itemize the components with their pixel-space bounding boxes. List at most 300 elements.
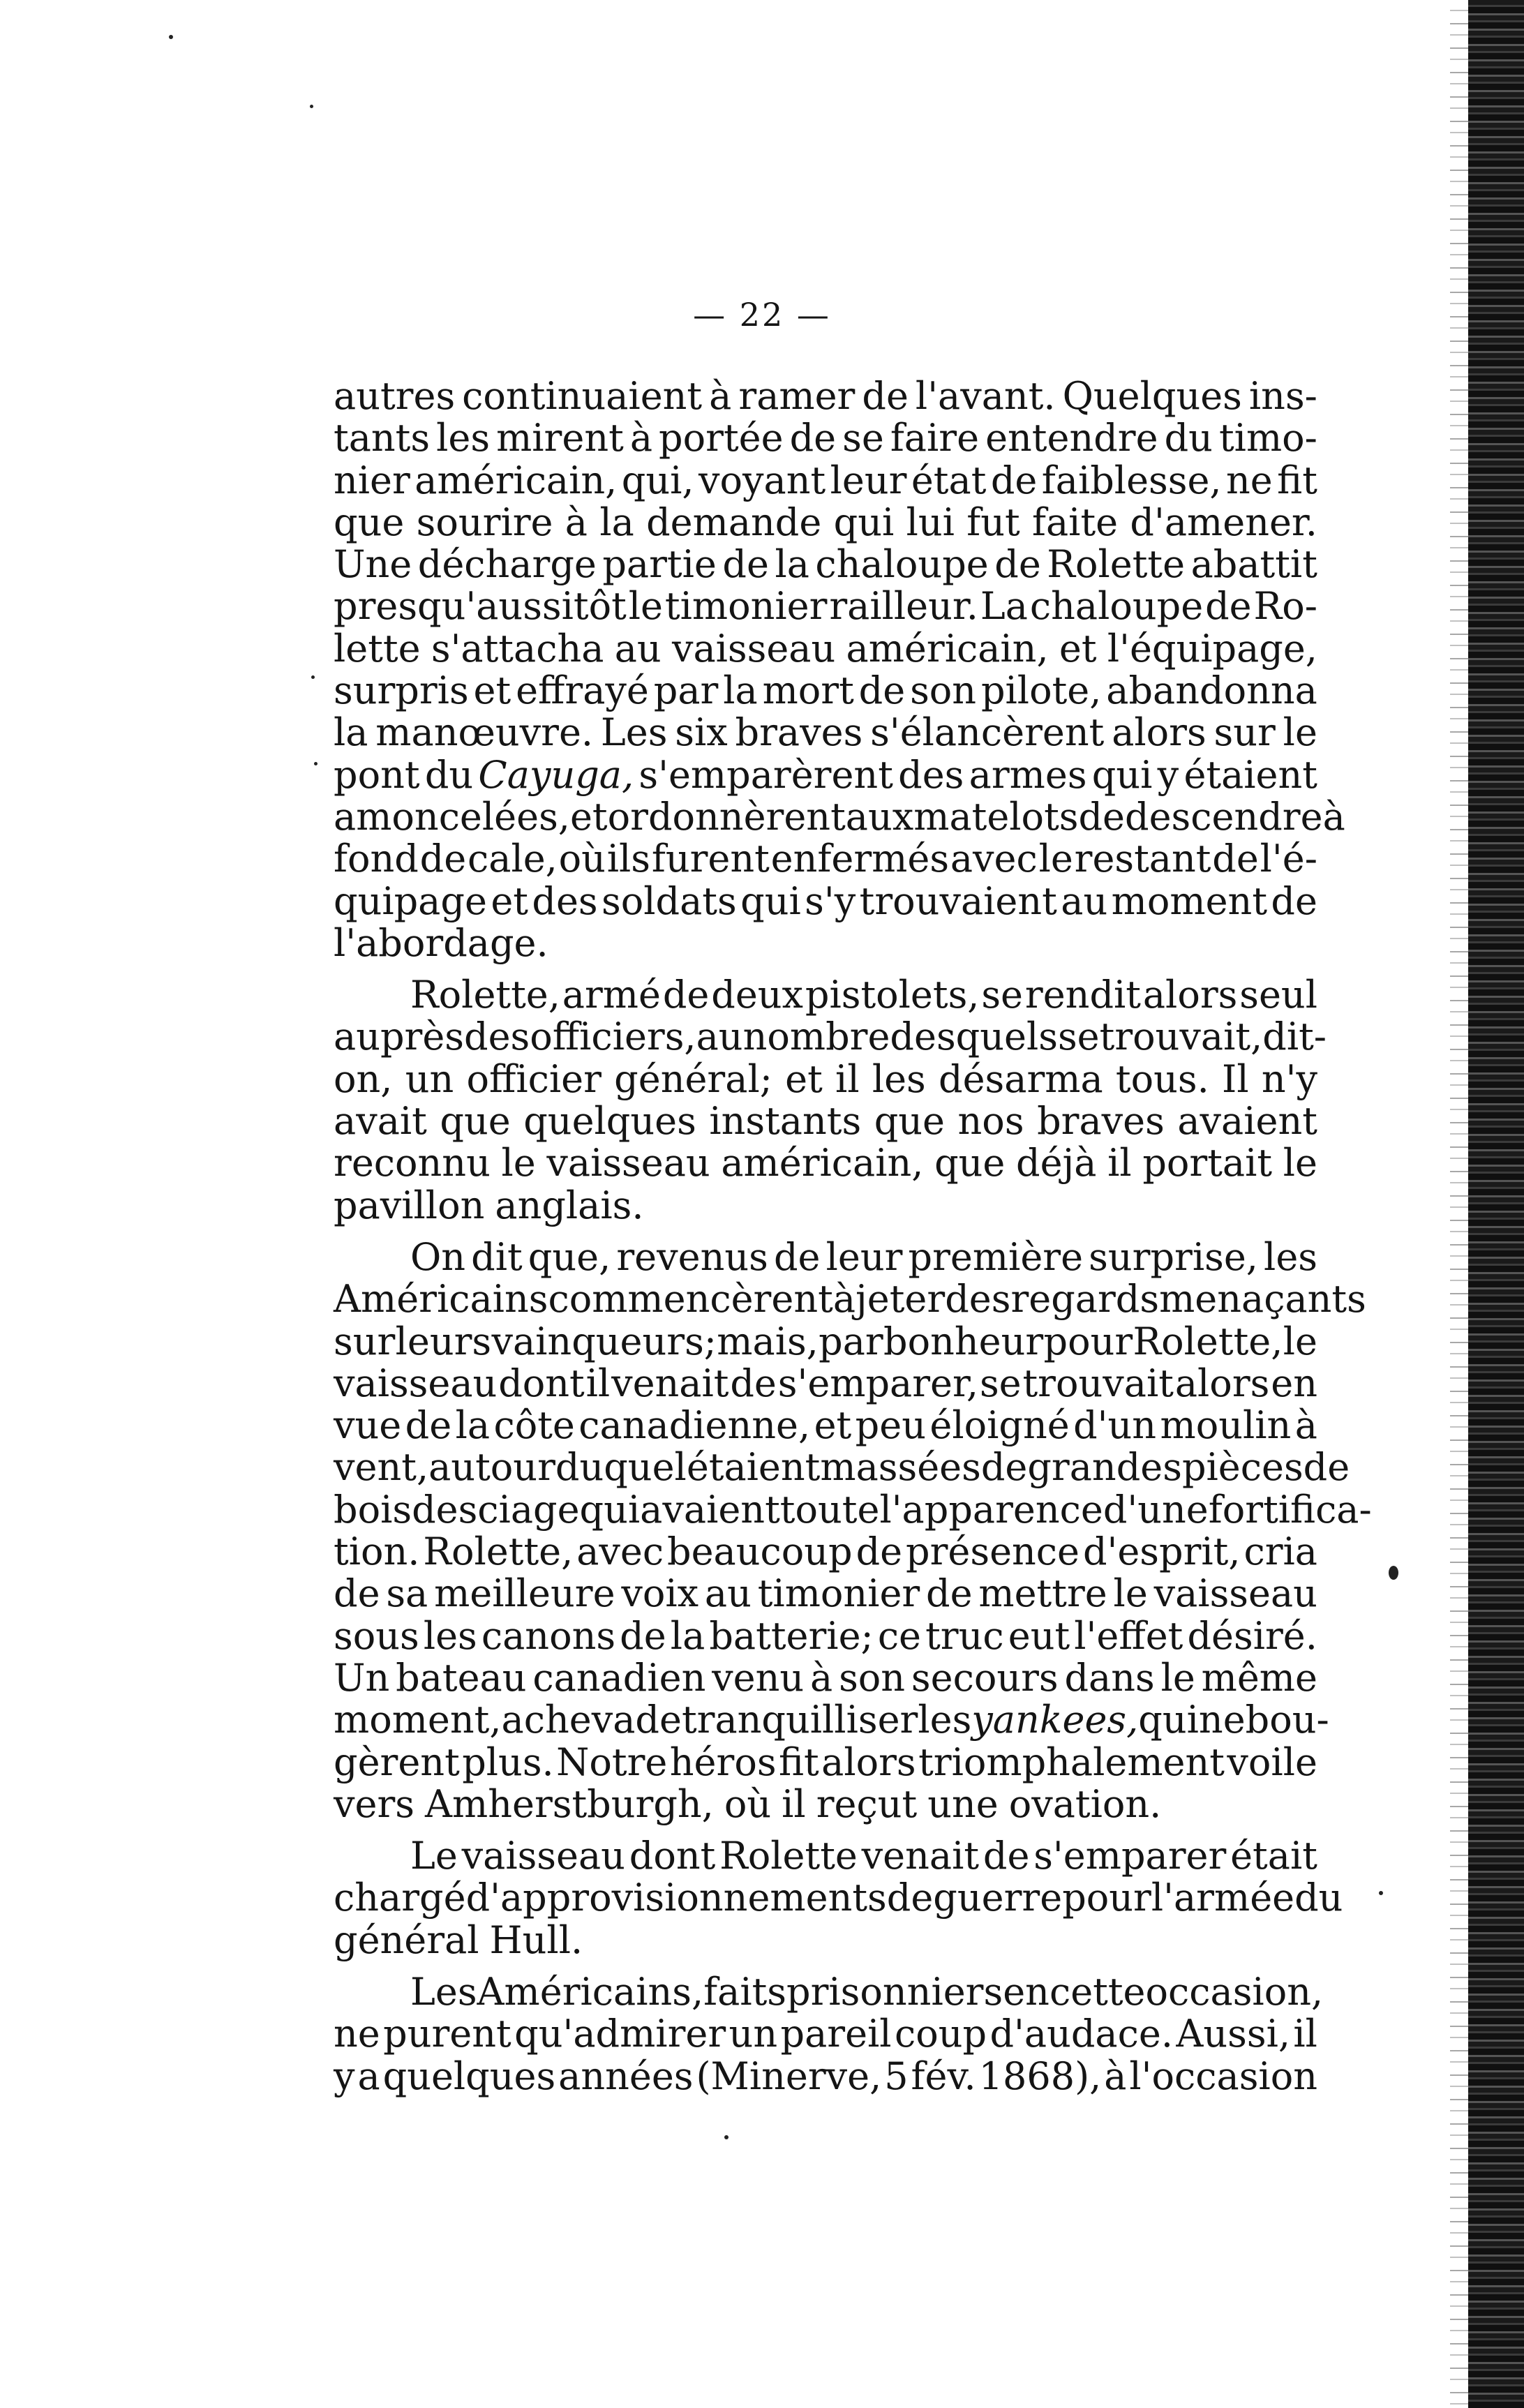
- word: qui: [833, 500, 895, 544]
- word: Hull.: [489, 1917, 583, 1962]
- word: de: [862, 374, 909, 418]
- word: Rolette,: [423, 1530, 574, 1574]
- word: à: [1322, 794, 1345, 839]
- paper-speck: [724, 2135, 729, 2139]
- word: purent: [383, 2012, 511, 2056]
- word: années: [558, 2054, 694, 2098]
- word: sa: [386, 1571, 428, 1616]
- word: continuaient: [462, 374, 703, 418]
- word: beaucoup: [667, 1530, 853, 1574]
- word: bateau: [396, 1655, 527, 1700]
- word: trouvait: [1022, 1361, 1174, 1405]
- word: en: [1003, 1969, 1049, 2014]
- word: et: [1059, 626, 1097, 671]
- word: cria: [1243, 1530, 1317, 1574]
- text-line: [334, 922, 1317, 964]
- word: dans: [1064, 1655, 1155, 1700]
- word: se: [981, 973, 1024, 1017]
- word: de: [990, 458, 1038, 502]
- word: au: [1061, 878, 1108, 923]
- paragraph: [334, 374, 1345, 965]
- word: moulin: [1160, 1403, 1292, 1448]
- word: 1868),: [978, 2054, 1102, 2098]
- paper-speck: [311, 675, 315, 679]
- word: nos: [957, 1099, 1024, 1144]
- word: fond: [334, 837, 419, 881]
- word: le: [628, 584, 663, 629]
- word: et: [491, 878, 528, 923]
- word: cette: [1049, 1969, 1146, 2014]
- word: fut: [966, 500, 1020, 544]
- word: faire: [890, 416, 980, 461]
- text-line: [334, 1321, 1317, 1363]
- word: ne: [1226, 458, 1273, 502]
- word: en: [1271, 1361, 1317, 1405]
- word: de: [334, 1571, 380, 1616]
- word: par: [819, 1319, 883, 1363]
- word: l'occasion: [1129, 2054, 1317, 2098]
- word: où: [724, 1781, 772, 1826]
- word: de: [789, 416, 837, 461]
- word: ovation.: [1008, 1781, 1162, 1826]
- word: avaient: [640, 1487, 780, 1532]
- word: l'avant.: [915, 374, 1056, 418]
- word: alors: [821, 1740, 916, 1784]
- word: à: [832, 1277, 856, 1322]
- word: d'une: [1103, 1487, 1209, 1532]
- word: avaient: [1177, 1099, 1317, 1144]
- word: faits: [703, 1969, 787, 2014]
- word: vaisseau: [334, 1361, 498, 1405]
- word: ins-: [1248, 374, 1317, 418]
- word: guerre: [933, 1876, 1063, 1920]
- word: le: [1038, 837, 1073, 881]
- word: au: [614, 626, 662, 671]
- word: qui: [579, 1487, 641, 1532]
- word: son: [839, 1655, 906, 1700]
- word: de: [1078, 794, 1126, 839]
- word: abattit: [1190, 542, 1317, 587]
- word: triomphalement: [918, 1740, 1225, 1784]
- word: moment: [1111, 878, 1268, 923]
- word: de: [412, 1487, 458, 1532]
- word: desquels: [890, 1015, 1058, 1059]
- word: il: [1293, 2012, 1317, 2056]
- word: effrayé: [516, 668, 649, 713]
- word: manœuvre.: [375, 710, 594, 755]
- word: américain,: [846, 626, 1049, 671]
- word: Rolette: [719, 1834, 858, 1878]
- word: autour: [428, 1445, 555, 1490]
- word: du: [1164, 416, 1213, 461]
- word: reconnu: [334, 1141, 491, 1186]
- word: des: [945, 1277, 1011, 1322]
- page-binding-edge: [1468, 0, 1524, 2408]
- word: et: [569, 794, 608, 839]
- text-line: [334, 628, 1317, 670]
- word: plus.: [462, 1740, 554, 1784]
- word: fit: [778, 1740, 819, 1784]
- word: auprès: [334, 1015, 465, 1059]
- word: il: [585, 1361, 611, 1405]
- word: de: [1303, 1445, 1350, 1490]
- text-line: [334, 1835, 1317, 1877]
- text-line: [334, 1783, 1317, 1825]
- word: et: [785, 1056, 823, 1101]
- word: s'emparer: [1033, 1834, 1227, 1878]
- word: timonier: [664, 584, 828, 629]
- word: quelques: [523, 1099, 696, 1144]
- word: à: [1104, 2054, 1127, 2098]
- word: mais,: [717, 1319, 819, 1363]
- word: sur: [1213, 710, 1276, 755]
- word: la: [599, 500, 634, 544]
- word: que,: [528, 1234, 611, 1279]
- word: vent,: [334, 1445, 429, 1490]
- word: le: [1160, 1655, 1195, 1700]
- paragraph: [334, 973, 1327, 1227]
- word: désiré.: [1187, 1613, 1317, 1658]
- word: ne: [1198, 1698, 1246, 1742]
- word: chaloupe: [1029, 584, 1204, 629]
- word: pavillon: [334, 1183, 485, 1227]
- word: à: [709, 374, 732, 418]
- word: l'équipage,: [1107, 626, 1317, 671]
- word: il: [1107, 1141, 1132, 1186]
- word: avec: [950, 837, 1038, 881]
- word: faiblesse,: [1041, 458, 1222, 502]
- word: ils: [606, 837, 651, 881]
- word: Les: [410, 1969, 477, 2014]
- word: la: [334, 710, 368, 755]
- text-line: [334, 1657, 1317, 1699]
- word: un: [405, 1056, 454, 1101]
- word: officier: [466, 1056, 602, 1101]
- word: voyant: [698, 458, 826, 502]
- word: mettre: [978, 1571, 1107, 1616]
- word: de: [1271, 878, 1317, 923]
- word: faite: [1032, 500, 1119, 544]
- word: les: [872, 1056, 926, 1101]
- word: surpris: [334, 668, 469, 713]
- word: les: [1264, 1234, 1317, 1279]
- word: secours: [911, 1655, 1059, 1700]
- word: canadien: [532, 1655, 706, 1700]
- word: pour: [1043, 1319, 1133, 1363]
- text-line: [334, 1185, 1317, 1227]
- word: La: [980, 584, 1028, 629]
- paragraph: [334, 1969, 1324, 2098]
- word: anglais.: [495, 1183, 644, 1227]
- word: état: [911, 458, 987, 502]
- word: entendre: [985, 416, 1158, 461]
- word: Cayuga,: [478, 752, 634, 797]
- word: abandonna: [1106, 668, 1317, 713]
- text-line: [334, 838, 1317, 880]
- word: alors: [1112, 710, 1206, 755]
- word: Américains,: [477, 1969, 704, 2014]
- word: pièces: [1181, 1445, 1303, 1490]
- word: timo-: [1218, 416, 1317, 461]
- text-line: [334, 1015, 1327, 1059]
- word: et: [814, 1403, 852, 1448]
- word: sur: [334, 1319, 396, 1363]
- word: ramer: [738, 374, 856, 418]
- page-number: — 22 —: [693, 296, 831, 334]
- word: qui,: [621, 458, 694, 502]
- text-line: [334, 417, 1317, 459]
- word: armes: [969, 752, 1087, 797]
- word: batterie;: [709, 1613, 874, 1658]
- word: qui: [1091, 752, 1153, 797]
- word: yankees,: [971, 1698, 1139, 1742]
- text-line: [334, 878, 1317, 923]
- word: étaient: [686, 1445, 821, 1490]
- word: duquel: [555, 1445, 687, 1490]
- text-line: [334, 375, 1317, 417]
- word: trouvaient: [859, 878, 1057, 923]
- paper-speck: [1389, 1566, 1398, 1580]
- word: (Minerve,: [696, 2054, 882, 2098]
- word: alors: [1142, 973, 1238, 1017]
- word: de: [980, 1445, 1028, 1490]
- word: chargé: [334, 1876, 466, 1920]
- word: avait: [334, 1099, 427, 1144]
- word: du: [424, 752, 474, 797]
- word: on,: [334, 1056, 393, 1101]
- text-line: [334, 1277, 1366, 1322]
- word: moment,: [334, 1698, 502, 1742]
- word: s'y: [805, 878, 856, 923]
- word: ordonnèrent: [607, 794, 846, 839]
- word: enfermés: [770, 837, 950, 881]
- word: décharge: [417, 542, 597, 587]
- word: dit-: [1262, 1015, 1327, 1059]
- word: par: [653, 668, 719, 713]
- word: mort: [762, 668, 854, 713]
- word: dont: [629, 1834, 716, 1878]
- word: s'emparèrent: [638, 752, 893, 797]
- word: gèrent: [334, 1740, 460, 1784]
- word: il: [782, 1781, 806, 1826]
- word: rendit: [1024, 973, 1141, 1017]
- word: au: [704, 1571, 752, 1616]
- word: à: [810, 1655, 833, 1700]
- word: de: [1205, 584, 1252, 629]
- word: la: [455, 1403, 491, 1448]
- text-line: [334, 1969, 1324, 2014]
- text-line: [334, 502, 1317, 544]
- word: leurs: [395, 1319, 492, 1363]
- text-line: [334, 1056, 1317, 1101]
- word: vers: [334, 1781, 414, 1826]
- word: américain,: [721, 1141, 924, 1186]
- word: officiers,: [530, 1015, 696, 1059]
- word: armé: [562, 973, 661, 1017]
- word: déjà: [1016, 1141, 1097, 1186]
- word: seul: [1239, 973, 1317, 1017]
- word: d'amener.: [1130, 500, 1317, 544]
- word: massées: [820, 1445, 981, 1490]
- word: à: [565, 500, 588, 544]
- word: surprise,: [1089, 1234, 1258, 1279]
- word: fortifica-: [1208, 1487, 1372, 1532]
- word: de: [722, 542, 769, 587]
- word: les: [918, 1698, 972, 1742]
- word: canadienne,: [578, 1403, 811, 1448]
- word: revenus: [616, 1234, 768, 1279]
- word: braves: [1037, 1099, 1165, 1144]
- paragraph: [334, 1834, 1343, 1962]
- word: Amherstburgh,: [425, 1781, 714, 1826]
- word: vue: [334, 1403, 402, 1448]
- paper-speck: [169, 35, 173, 39]
- word: soldats: [602, 878, 737, 923]
- word: canons: [481, 1613, 616, 1658]
- word: ne: [334, 2012, 380, 2056]
- word: fit: [1277, 458, 1317, 502]
- word: voix: [621, 1571, 699, 1616]
- word: vaisseau: [671, 626, 836, 671]
- word: les: [423, 1613, 477, 1658]
- word: de: [994, 542, 1041, 587]
- word: venait: [861, 1834, 980, 1878]
- word: la: [775, 542, 809, 587]
- word: sourire: [416, 500, 553, 544]
- word: nombre: [742, 1015, 890, 1059]
- word: des: [898, 752, 964, 797]
- word: meilleure: [434, 1571, 615, 1616]
- text-line: [334, 794, 1345, 839]
- text-line: [334, 712, 1317, 754]
- word: s'emparer,: [777, 1361, 979, 1405]
- word: pistolets,: [805, 973, 980, 1017]
- word: peu: [855, 1403, 926, 1448]
- word: à: [629, 416, 653, 461]
- body-text: [334, 374, 1372, 2098]
- word: général;: [614, 1056, 772, 1101]
- word: Rolette: [1047, 542, 1186, 587]
- word: était: [1230, 1834, 1317, 1878]
- word: n'y: [1261, 1056, 1317, 1101]
- text-line: [334, 1698, 1329, 1742]
- word: se: [979, 1361, 1022, 1405]
- word: y: [1157, 752, 1179, 797]
- word: menaçants: [1159, 1277, 1366, 1322]
- word: railleur.: [829, 584, 978, 629]
- text-line: [334, 1405, 1317, 1446]
- word: bou-: [1245, 1698, 1329, 1742]
- word: l'é-: [1260, 837, 1317, 881]
- word: d'un: [1073, 1403, 1157, 1448]
- word: chaloupe: [815, 542, 989, 587]
- word: instants: [709, 1099, 862, 1144]
- word: descendre: [1125, 794, 1323, 839]
- word: ce: [877, 1613, 922, 1658]
- word: lui: [906, 500, 955, 544]
- word: Américains: [334, 1277, 548, 1322]
- word: d'audace.: [989, 2012, 1173, 2056]
- word: d'esprit,: [1082, 1530, 1241, 1574]
- word: de: [773, 1234, 821, 1279]
- text-line: [334, 1100, 1317, 1142]
- word: Le: [410, 1834, 458, 1878]
- text-line: [334, 2056, 1317, 2097]
- word: Une: [334, 542, 412, 587]
- paragraph: [334, 1234, 1372, 1826]
- word: présence: [906, 1530, 1080, 1574]
- word: où: [558, 837, 606, 881]
- word: toute: [779, 1487, 880, 1532]
- word: portait: [1142, 1141, 1273, 1186]
- word: un: [729, 2012, 778, 2056]
- text-line: [334, 2013, 1317, 2055]
- word: même: [1201, 1655, 1317, 1700]
- text-line: [334, 544, 1317, 585]
- word: Aussi,: [1176, 2012, 1291, 2056]
- word: nier: [334, 458, 410, 502]
- word: On: [410, 1234, 466, 1279]
- word: l'apparence: [879, 1487, 1103, 1532]
- word: l'armée: [1151, 1876, 1295, 1920]
- word: de: [926, 1571, 973, 1616]
- word: portée: [659, 416, 784, 461]
- text-line: [334, 1531, 1317, 1573]
- word: Rolette,: [410, 973, 560, 1017]
- word: truc: [925, 1613, 1004, 1658]
- word: le: [501, 1141, 536, 1186]
- word: la: [723, 668, 758, 713]
- word: première: [908, 1234, 1084, 1279]
- word: s'attacha: [431, 626, 604, 671]
- word: le: [1283, 1141, 1317, 1186]
- word: reçut: [816, 1781, 918, 1826]
- word: à: [1294, 1403, 1317, 1448]
- text-line: [334, 585, 1317, 627]
- word: autres: [334, 374, 456, 418]
- text-line: [334, 1363, 1317, 1405]
- text-line: [334, 460, 1317, 502]
- word: furent: [651, 837, 770, 881]
- word: Quelques: [1062, 374, 1242, 418]
- word: de: [856, 1530, 903, 1574]
- word: l'abordage.: [334, 920, 548, 965]
- paper-speck: [310, 105, 313, 108]
- word: tion.: [334, 1530, 420, 1574]
- word: de: [635, 1698, 682, 1742]
- word: de: [730, 1361, 777, 1405]
- word: étaient: [1183, 752, 1317, 797]
- word: qu'admirer: [514, 2012, 726, 2056]
- word: Rolette,: [1133, 1319, 1283, 1363]
- word: se: [1057, 1015, 1100, 1059]
- word: venu: [712, 1655, 805, 1700]
- word: dit: [471, 1234, 523, 1279]
- word: venait: [611, 1361, 729, 1405]
- word: pour: [1062, 1876, 1151, 1920]
- word: de: [886, 1876, 934, 1920]
- word: de: [858, 668, 906, 713]
- text-line: [334, 1142, 1317, 1184]
- word: Ro-: [1253, 584, 1317, 629]
- word: coup: [894, 2012, 987, 2056]
- text-line: [334, 1487, 1372, 1532]
- word: qui: [740, 878, 801, 923]
- word: acheva: [501, 1698, 636, 1742]
- word: que: [874, 1099, 946, 1144]
- word: six: [675, 710, 728, 755]
- word: alors: [1174, 1361, 1270, 1405]
